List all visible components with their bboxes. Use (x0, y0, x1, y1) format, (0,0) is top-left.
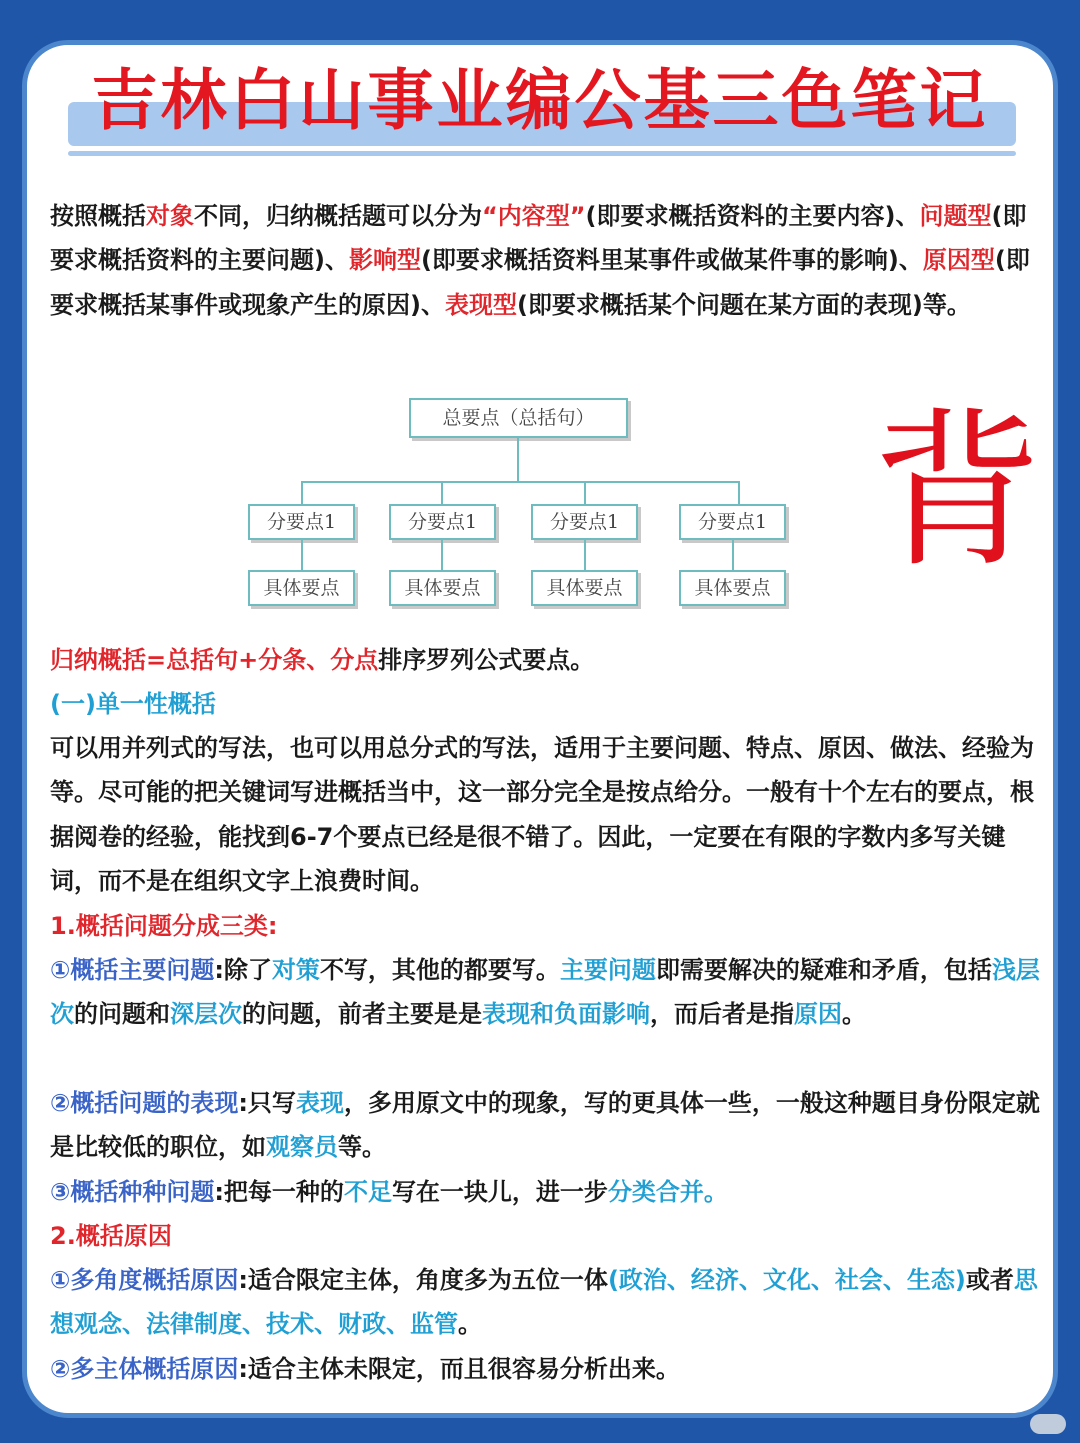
summary-structure-diagram (246, 398, 791, 610)
sub2-heading (50, 1214, 1040, 1258)
item-text: 或者 (965, 1266, 1014, 1294)
item-highlight: 深层次 (170, 1000, 242, 1029)
diagram-detail-node: 具体要点 (679, 570, 786, 606)
intro-paragraph (50, 194, 1040, 327)
item-highlight: 观察员 (266, 1133, 338, 1162)
intro-text: (即要求概括资料的主要问题)、 (50, 202, 1027, 275)
item-text: 等。 (338, 1133, 386, 1162)
item-text: 的问题，前者主要是是 (242, 1000, 482, 1029)
diagram-connector (738, 481, 740, 505)
sub1-item2 (50, 1081, 1040, 1170)
intro-highlight: 问题型 (919, 202, 992, 230)
item-highlight: 思想观念、法律制度、技术、财政、监管 (50, 1266, 1038, 1339)
item-text: :适合限定主体，角度多为五位一体 (238, 1266, 608, 1294)
diagram-connector (441, 481, 443, 505)
intro-text: 按照概括 (50, 202, 146, 230)
formula-highlight: 归纳概括=总括句+分条、分点 (50, 646, 379, 674)
item-label: ②概括问题的表现 (50, 1089, 239, 1117)
intro-text: (即要求概括资料里某事件或做某件事的影响)、 (420, 246, 923, 275)
item-label: ②多主体概括原因 (50, 1355, 239, 1383)
intro-text: (即要求概括资料的主要内容)、 (585, 202, 920, 230)
intro-text: 不同，归纳概括题可以分为 (194, 202, 482, 230)
item-text: ，多用原文中的现象，写的更具体一些，一般这种题目身份限定就是比较低的职位，如 (50, 1089, 1040, 1162)
item-text: 不写，其他的都要写。 (319, 956, 560, 984)
intro-text: (即要求概括某事件或现象产生的原因)、 (50, 246, 1030, 319)
diagram-detail-node: 具体要点 (389, 570, 496, 606)
intro-text: (即要求概括某个问题在某方面的表现)等。 (516, 290, 971, 319)
diagram-branch-node: 分要点1 (389, 504, 496, 540)
section1-heading-text: (一)单一性概括 (50, 690, 216, 718)
item-text: 。 (458, 1310, 482, 1339)
diagram-top-node: 总要点（总括句） (409, 398, 628, 438)
item-text: :把每一种的 (214, 1178, 344, 1206)
intro-highlight: “内容型” (482, 202, 586, 230)
diagram-detail-node: 具体要点 (531, 570, 638, 606)
item-highlight: 浅层次 (50, 956, 1040, 1029)
item-highlight: 对策 (271, 956, 320, 984)
formula-text: 排序罗列公式要点。 (378, 646, 595, 674)
sub2-item2 (50, 1347, 1040, 1391)
page-title: 吉林白山事业编公基三色笔记 (91, 62, 989, 139)
diagram-connector (517, 438, 519, 482)
sub1-heading (50, 904, 1040, 948)
item-highlight: 表现和负面影响 (482, 1000, 650, 1029)
intro-highlight: 原因型 (922, 246, 995, 275)
diagram-connector (301, 540, 303, 570)
diagram-branch-node: 分要点1 (248, 504, 355, 540)
corner-watermark (1030, 1414, 1066, 1434)
item-text: 。 (842, 1000, 866, 1029)
diagram-connector (301, 481, 303, 505)
title-underline (68, 151, 1016, 156)
item-highlight: 原因 (794, 1000, 842, 1029)
diagram-connector (441, 540, 443, 570)
sub1-heading-text: 1.概括问题分成三类: (50, 912, 278, 940)
section1-heading (50, 682, 1040, 726)
diagram-branch-node: 分要点1 (531, 504, 638, 540)
section1-body: 可以用并列式的写法，也可以用总分式的写法，适用于主要问题、特点、原因、做法、经验为等。尽可能的把关键词写进概括当中，这一部分完全是按点给分。一般有十个左右的要点，根据阅卷的经验，能找到6-7个要点已经是很不错了。因此，一定要在有限的字数内多写关键词，而不是在组织文字上浪费时间。 (50, 734, 1034, 896)
intro-highlight: 表现型 (444, 290, 517, 319)
intro-highlight: 影响型 (348, 246, 421, 275)
memorize-stamp: 背 (872, 393, 1043, 591)
diagram-detail-node: 具体要点 (248, 570, 355, 606)
formula-line (50, 638, 1040, 682)
item-text: 即需要解决的疑难和矛盾，包括 (655, 956, 992, 984)
item-text: 写在一块儿，进一步 (391, 1178, 608, 1206)
item-highlight: 不足 (343, 1178, 392, 1206)
item-highlight: (政治、经济、文化、社会、生态) (607, 1266, 966, 1294)
title-banner (60, 56, 1020, 166)
item-text: :只写 (238, 1089, 296, 1117)
sub2-heading-text: 2.概括原因 (50, 1222, 172, 1250)
sub2-item1 (50, 1258, 1040, 1347)
diagram-connector (732, 540, 734, 570)
item-text: 的问题和 (74, 1000, 170, 1029)
item-text: ，而后者是指 (650, 1000, 794, 1029)
item-highlight: 主要问题 (559, 956, 656, 984)
item-text: :除了 (214, 956, 272, 984)
diagram-branch-node: 分要点1 (679, 504, 786, 540)
diagram-connector (584, 540, 586, 570)
intro-highlight: 对象 (146, 202, 194, 230)
item-label: ①概括主要问题 (50, 956, 215, 984)
item-text: :适合主体未限定，而且很容易分析出来。 (238, 1355, 680, 1383)
item-highlight: 分类合并。 (607, 1178, 728, 1206)
item-highlight: 表现 (295, 1089, 344, 1117)
diagram-connector (301, 481, 740, 483)
diagram-connector (584, 481, 586, 505)
sub1-item1 (50, 948, 1040, 1037)
sub1-item3 (50, 1170, 1040, 1214)
item-label: ①多角度概括原因 (50, 1266, 239, 1294)
item-label: ③概括种种问题 (50, 1178, 215, 1206)
